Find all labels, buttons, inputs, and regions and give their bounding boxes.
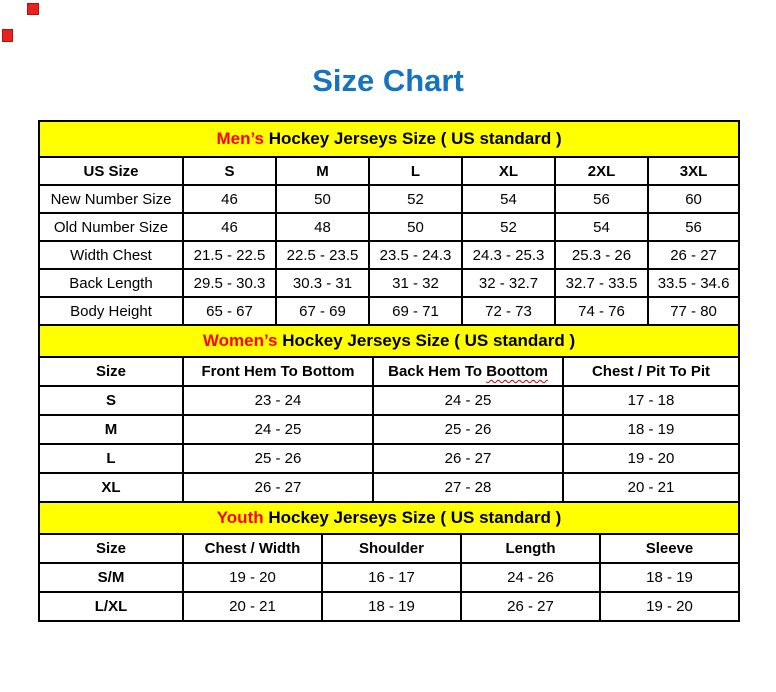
size-value: 19 - 20 (183, 563, 322, 592)
size-value: 52 (369, 185, 462, 213)
table-row (39, 592, 739, 621)
table-row (39, 297, 739, 325)
size-value: 21.5 - 22.5 (183, 241, 276, 269)
section-title (39, 121, 739, 157)
size-value: 23 - 24 (183, 386, 373, 415)
size-value: 16 - 17 (322, 563, 461, 592)
size-value: 20 - 21 (563, 473, 739, 502)
size-value: 22.5 - 23.5 (276, 241, 369, 269)
row-label: S (39, 386, 183, 415)
size-value: 19 - 20 (600, 592, 739, 621)
broken-image-icon (27, 3, 39, 15)
column-header: Length (461, 534, 600, 563)
table-row (39, 269, 739, 297)
size-value: 54 (462, 185, 555, 213)
column-header-row (39, 357, 739, 386)
table-row (39, 241, 739, 269)
size-value: 26 - 27 (461, 592, 600, 621)
size-value: 24.3 - 25.3 (462, 241, 555, 269)
section-band (39, 502, 739, 534)
size-value: 48 (276, 213, 369, 241)
size-value: 26 - 27 (373, 444, 563, 473)
row-label: L (39, 444, 183, 473)
size-value: 25 - 26 (373, 415, 563, 444)
section-title-rest: Hockey Jerseys Size ( US standard ) (277, 331, 576, 350)
size-value: 33.5 - 34.6 (648, 269, 739, 297)
table-row (39, 185, 739, 213)
column-header-text: Back Hem To (388, 363, 487, 380)
column-header: 2XL (555, 157, 648, 185)
size-value: 50 (369, 213, 462, 241)
column-header: L (369, 157, 462, 185)
column-header: Size (39, 534, 183, 563)
size-value: 20 - 21 (183, 592, 322, 621)
section-title-accent: Youth (216, 508, 264, 527)
size-value: 19 - 20 (563, 444, 739, 473)
row-label: XL (39, 473, 183, 502)
size-value: 31 - 32 (369, 269, 462, 297)
row-label: Body Height (39, 297, 183, 325)
table-row (39, 563, 739, 592)
section-band (39, 121, 739, 157)
size-value: 24 - 25 (373, 386, 563, 415)
table-row (39, 213, 739, 241)
size-value: 56 (555, 185, 648, 213)
section-title-accent: Women’s (202, 331, 278, 350)
size-value: 60 (648, 185, 739, 213)
womens-size-table (38, 324, 740, 503)
table-row (39, 415, 739, 444)
table-row (39, 473, 739, 502)
row-label: Old Number Size (39, 213, 183, 241)
size-value: 29.5 - 30.3 (183, 269, 276, 297)
column-header: Front Hem To Bottom (183, 357, 373, 386)
row-label: L/XL (39, 592, 183, 621)
size-value: 54 (555, 213, 648, 241)
section-title (39, 325, 739, 357)
size-value: 26 - 27 (648, 241, 739, 269)
column-header: US Size (39, 157, 183, 185)
size-value: 17 - 18 (563, 386, 739, 415)
mens-size-table (38, 120, 740, 326)
row-label: Back Length (39, 269, 183, 297)
size-value: 65 - 67 (183, 297, 276, 325)
column-header: Sleeve (600, 534, 739, 563)
size-value: 67 - 69 (276, 297, 369, 325)
size-value: 18 - 19 (563, 415, 739, 444)
size-value: 77 - 80 (648, 297, 739, 325)
section-title-rest: Hockey Jerseys Size ( US standard ) (264, 129, 562, 148)
section-title (39, 502, 739, 534)
table-row (39, 444, 739, 473)
row-label: New Number Size (39, 185, 183, 213)
size-chart-tables (38, 120, 738, 622)
size-value: 46 (183, 213, 276, 241)
size-value: 32 - 32.7 (462, 269, 555, 297)
size-value: 72 - 73 (462, 297, 555, 325)
column-header: S (183, 157, 276, 185)
size-value: 52 (462, 213, 555, 241)
size-value: 30.3 - 31 (276, 269, 369, 297)
size-value: 32.7 - 33.5 (555, 269, 648, 297)
section-band (39, 325, 739, 357)
size-value: 46 (183, 185, 276, 213)
broken-image-icon (2, 29, 13, 42)
misspelled-word: Boottom (486, 363, 548, 380)
column-header (373, 357, 563, 386)
column-header: Chest / Width (183, 534, 322, 563)
size-value: 24 - 26 (461, 563, 600, 592)
size-value: 50 (276, 185, 369, 213)
size-value: 74 - 76 (555, 297, 648, 325)
column-header: 3XL (648, 157, 739, 185)
size-value: 23.5 - 24.3 (369, 241, 462, 269)
youth-size-table (38, 501, 740, 622)
column-header: XL (462, 157, 555, 185)
size-value: 25.3 - 26 (555, 241, 648, 269)
size-value: 27 - 28 (373, 473, 563, 502)
size-value: 18 - 19 (600, 563, 739, 592)
size-value: 25 - 26 (183, 444, 373, 473)
size-value: 24 - 25 (183, 415, 373, 444)
size-value: 69 - 71 (369, 297, 462, 325)
size-value: 18 - 19 (322, 592, 461, 621)
table-row (39, 386, 739, 415)
column-header-row (39, 534, 739, 563)
row-label: M (39, 415, 183, 444)
column-header: Shoulder (322, 534, 461, 563)
page-title: Size Chart (312, 63, 464, 98)
row-label: Width Chest (39, 241, 183, 269)
size-value: 26 - 27 (183, 473, 373, 502)
size-value: 56 (648, 213, 739, 241)
column-header: Size (39, 357, 183, 386)
row-label: S/M (39, 563, 183, 592)
column-header: M (276, 157, 369, 185)
section-title-accent: Men’s (216, 129, 264, 148)
section-title-rest: Hockey Jerseys Size ( US standard ) (263, 508, 562, 527)
column-header: Chest / Pit To Pit (563, 357, 739, 386)
column-header-row (39, 157, 739, 185)
